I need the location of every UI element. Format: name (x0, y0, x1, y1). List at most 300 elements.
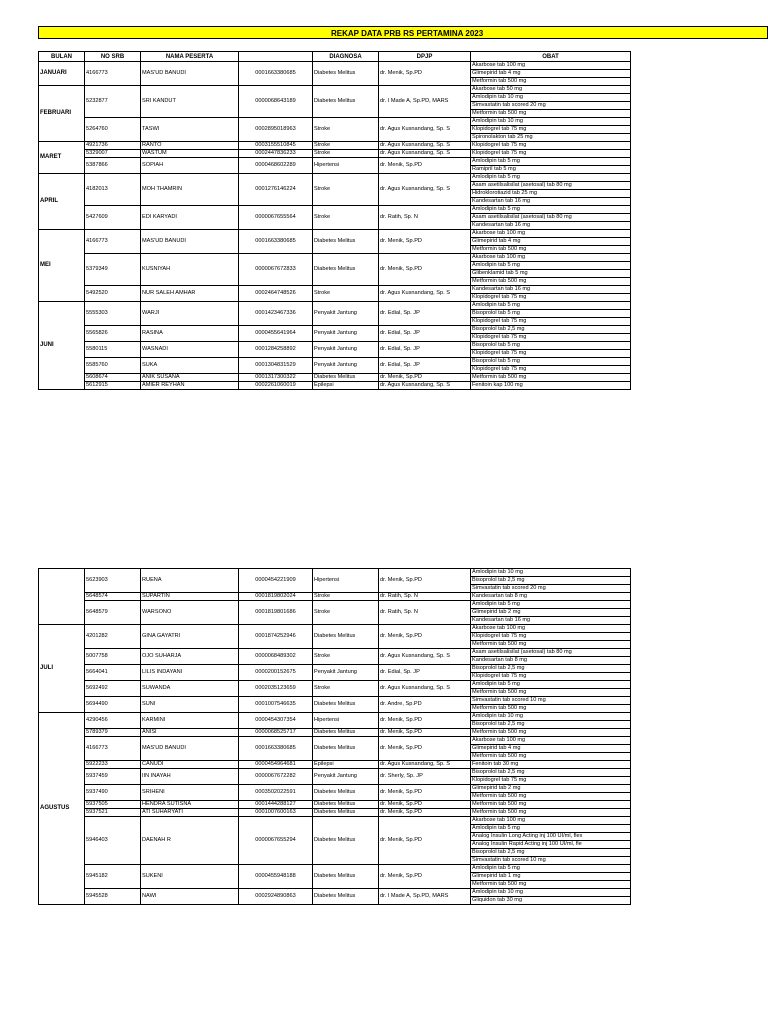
nama-peserta-cell: OJO SUHARJA (141, 649, 239, 665)
dpjp-cell: dr. Ratih, Sp. N (379, 601, 471, 625)
obat-cell: Spironolakton tab 25 mg (471, 134, 631, 142)
table-row (39, 601, 631, 609)
dpjp-cell: dr. Sherly, Sp. JP (379, 769, 471, 785)
no-srb-cell: 5945182 (85, 865, 141, 889)
no-srb-cell: 5648574 (85, 593, 141, 601)
month-cell: JUNI (39, 302, 85, 390)
obat-cell: Akarbose tab 50 mg (471, 86, 631, 94)
obat-cell: Klopidogrel tab 75 mg (471, 633, 631, 641)
diagnosa-cell: Stroke (313, 150, 379, 158)
obat-cell: Metformin tab 500 mg (471, 729, 631, 737)
obat-cell: Klopidogrel tab 75 mg (471, 294, 631, 302)
obat-cell: Amlodipin tab 5 mg (471, 302, 631, 310)
obat-cell: Amlodipin tab 10 mg (471, 94, 631, 102)
nama-peserta-cell: RUENA (141, 569, 239, 593)
col-header-bulan: BULAN (39, 52, 85, 62)
table-row (39, 569, 631, 577)
diagnosa-cell: Diabetes Melitus (313, 254, 379, 286)
nama-peserta-cell: WARSONO (141, 601, 239, 625)
obat-cell: Simvastatin tab scored 10 mg (471, 857, 631, 865)
nomor-peserta-cell: 0000455948188 (239, 865, 313, 889)
obat-cell: Metformin tab 500 mg (471, 374, 631, 382)
nomor-peserta-cell: 0001317300322 (239, 374, 313, 382)
dpjp-cell: dr. Menik, Sp.PD (379, 865, 471, 889)
nomor-peserta-cell: 0000454964681 (239, 761, 313, 769)
obat-cell: Bisoprolol tab 5 mg (471, 310, 631, 318)
obat-cell: Akarbose tab 100 mg (471, 254, 631, 262)
dpjp-cell: dr. Agus Kusnandang, Sp. S (379, 142, 471, 150)
no-srb-cell: 5585760 (85, 358, 141, 374)
diagnosa-cell: Stroke (313, 681, 379, 697)
nama-peserta-cell: SUKA (141, 358, 239, 374)
nama-peserta-cell: WARJI (141, 302, 239, 326)
obat-cell: Simvastatin tab scored 20 mg (471, 102, 631, 110)
obat-cell: Bisoprolol tab 2,5 mg (471, 577, 631, 585)
obat-cell: Amlodipin tab 5 mg (471, 158, 631, 166)
obat-cell: Kandesartan tab 16 mg (471, 617, 631, 625)
no-srb-cell: 4201282 (85, 625, 141, 649)
nama-peserta-cell: MAS'UD BANUDI (141, 62, 239, 86)
obat-cell: Akarbose tab 100 mg (471, 737, 631, 745)
dpjp-cell: dr. Menik, Sp.PD (379, 801, 471, 809)
diagnosa-cell: Diabetes Melitus (313, 801, 379, 809)
month-cell: JANUARI (39, 62, 85, 86)
dpjp-cell: dr. Edial, Sp. JP (379, 665, 471, 681)
diagnosa-cell: Diabetes Melitus (313, 625, 379, 649)
diagnosa-cell: Stroke (313, 286, 379, 302)
obat-cell: Kandesartan tab 16 mg (471, 198, 631, 206)
diagnosa-cell: Stroke (313, 206, 379, 230)
obat-cell: Kandesartan tab 16 mg (471, 286, 631, 294)
table-row (39, 761, 631, 769)
diagnosa-cell: Diabetes Melitus (313, 374, 379, 382)
no-srb-cell: 5922233 (85, 761, 141, 769)
nomor-peserta-cell: 0001423467336 (239, 302, 313, 326)
nomor-peserta-cell: 0002895018963 (239, 118, 313, 142)
nama-peserta-cell: SUKENI (141, 865, 239, 889)
nama-peserta-cell: MAS'UD BANUDI (141, 737, 239, 761)
nama-peserta-cell: RANTO (141, 142, 239, 150)
obat-cell: Bisoprolol tab 2,5 mg (471, 665, 631, 673)
nama-peserta-cell: RASINA (141, 326, 239, 342)
nomor-peserta-cell: 0002035123659 (239, 681, 313, 697)
nama-peserta-cell: MOH THAMRIN (141, 174, 239, 206)
table-row (39, 809, 631, 817)
nama-peserta-cell: NAWI (141, 889, 239, 905)
obat-cell: Klopidogrel tab 75 mg (471, 673, 631, 681)
no-srb-cell: 5694490 (85, 697, 141, 713)
obat-cell: Bisoprolol tab 2,5 mg (471, 326, 631, 334)
nomor-peserta-cell: 0001304831529 (239, 358, 313, 374)
diagnosa-cell: Diabetes Melitus (313, 62, 379, 86)
table-row (39, 801, 631, 809)
no-srb-cell: 5555303 (85, 302, 141, 326)
obat-cell: Kandesartan tab 16 mg (471, 222, 631, 230)
diagnosa-cell: Stroke (313, 601, 379, 625)
nama-peserta-cell: IIN INAYAH (141, 769, 239, 785)
dpjp-cell: dr. Menik, Sp.PD (379, 254, 471, 286)
diagnosa-cell: Diabetes Melitus (313, 817, 379, 865)
nama-peserta-cell: ATI SUHARYATI (141, 809, 239, 817)
table-row (39, 118, 631, 126)
nama-peserta-cell: TASWI (141, 118, 239, 142)
table-row (39, 625, 631, 633)
obat-cell: Metformin tab 500 mg (471, 641, 631, 649)
obat-cell: Fenitoin tab 30 mg (471, 761, 631, 769)
nomor-peserta-cell: 0002261060019 (239, 382, 313, 390)
diagnosa-cell: Stroke (313, 593, 379, 601)
no-srb-cell: 5937459 (85, 769, 141, 785)
obat-cell: Akarbose tab 100 mg (471, 230, 631, 238)
nama-peserta-cell: ANIK SUSANA (141, 374, 239, 382)
obat-cell: Hidroklorotiazid tab 25 mg (471, 190, 631, 198)
obat-cell: Asam asetilsalisilat (asetosal) tab 80 mg (471, 214, 631, 222)
obat-cell: Bisoprolol tab 2,5 mg (471, 721, 631, 729)
nomor-peserta-cell: 0000468602289 (239, 158, 313, 174)
table-row (39, 713, 631, 721)
table-row (39, 769, 631, 777)
obat-cell: Glimepirid tab 4 mg (471, 238, 631, 246)
table-row (39, 593, 631, 601)
nomor-peserta-cell: 0000454221909 (239, 569, 313, 593)
no-srb-cell: 5232877 (85, 86, 141, 118)
diagnosa-cell: Epilepsi (313, 382, 379, 390)
nomor-peserta-cell: 0000067655564 (239, 206, 313, 230)
table-row (39, 358, 631, 366)
no-srb-cell: 5492520 (85, 286, 141, 302)
no-srb-cell: 5623903 (85, 569, 141, 593)
obat-cell: Amlodipin tab 5 mg (471, 601, 631, 609)
nomor-peserta-cell: 0000067672282 (239, 769, 313, 785)
nama-peserta-cell: EDI KARYADI (141, 206, 239, 230)
nama-peserta-cell: HENDRA SUTISNA (141, 801, 239, 809)
table-row (39, 681, 631, 689)
no-srb-cell: 4182013 (85, 174, 141, 206)
nomor-peserta-cell: 0001819801686 (239, 601, 313, 625)
no-srb-cell: 5789379 (85, 729, 141, 737)
nomor-peserta-cell: 0001284258892 (239, 342, 313, 358)
dpjp-cell: dr. Menik, Sp.PD (379, 625, 471, 649)
nama-peserta-cell: DAENAH R (141, 817, 239, 865)
obat-cell: Amlodipin tab 10 mg (471, 118, 631, 126)
obat-cell: Metformin tab 500 mg (471, 246, 631, 254)
table-row (39, 62, 631, 70)
nama-peserta-cell: SUPARTIN (141, 593, 239, 601)
obat-cell: Fenitoin kap 100 mg (471, 382, 631, 390)
nomor-peserta-cell: 0002447836233 (239, 150, 313, 158)
no-srb-cell: 5379349 (85, 254, 141, 286)
dpjp-cell: dr. Menik, Sp.PD (379, 230, 471, 254)
obat-cell: Bisoprolol tab 5 mg (471, 342, 631, 350)
obat-cell: Analog Insulin Long Acting inj 100 UI/ml, flex (471, 833, 631, 841)
diagnosa-cell: Penyakit Jantung (313, 326, 379, 342)
table-row (39, 150, 631, 158)
obat-cell: Amlodipin tab 10 mg (471, 889, 631, 897)
obat-cell: Metformin tab 500 mg (471, 801, 631, 809)
nomor-peserta-cell: 0000455641964 (239, 326, 313, 342)
table-row (39, 86, 631, 94)
obat-cell: Ramipril tab 5 mg (471, 166, 631, 174)
sheet-title: REKAP DATA PRB RS PERTAMINA 2023 (331, 29, 484, 38)
diagnosa-cell: Penyakit Jantung (313, 769, 379, 785)
obat-cell: Glimepirid tab 2 mg (471, 609, 631, 617)
nama-peserta-cell: WASTUM (141, 150, 239, 158)
table-row (39, 230, 631, 238)
dpjp-cell: dr. Agus Kusnandang, Sp. S (379, 649, 471, 665)
month-cell: APRIL (39, 174, 85, 230)
col-header-blank (239, 52, 313, 62)
col-header-nama-peserta: NAMA PESERTA (141, 52, 239, 62)
no-srb-cell: 5937490 (85, 785, 141, 801)
nomor-peserta-cell: 0001276146224 (239, 174, 313, 206)
nama-peserta-cell: NUR SALEH AMHAR (141, 286, 239, 302)
no-srb-cell: 5565826 (85, 326, 141, 342)
no-srb-cell: 5329007 (85, 150, 141, 158)
no-srb-cell: 4290456 (85, 713, 141, 729)
diagnosa-cell: Stroke (313, 142, 379, 150)
table-row (39, 729, 631, 737)
month-cell: FEBRUARI (39, 86, 85, 142)
obat-cell: Metformin tab 500 mg (471, 78, 631, 86)
no-srb-cell: 5664041 (85, 665, 141, 681)
no-srb-cell: 5264760 (85, 118, 141, 142)
obat-cell: Klopidogrel tab 75 mg (471, 334, 631, 342)
nama-peserta-cell: KARMINI (141, 713, 239, 729)
no-srb-cell: 5692492 (85, 681, 141, 697)
obat-cell: Metformin tab 500 mg (471, 705, 631, 713)
obat-cell: Glimepirid tab 4 mg (471, 70, 631, 78)
obat-cell: Analog Insulin Rapid Acting inj 100 UI/ml, fle (471, 841, 631, 849)
dpjp-cell: dr. Ratih, Sp. N (379, 206, 471, 230)
nama-peserta-cell: SRIHENI (141, 785, 239, 801)
table-row (39, 865, 631, 873)
table-row (39, 665, 631, 673)
diagnosa-cell: Hipertensi (313, 569, 379, 593)
nomor-peserta-cell: 0001663380685 (239, 230, 313, 254)
obat-cell: Klopidogrel tab 75 mg (471, 318, 631, 326)
obat-cell: Bisoprolol tab 5 mg (471, 358, 631, 366)
obat-cell: Metformin tab 500 mg (471, 881, 631, 889)
obat-cell: Bisoprolol tab 2,5 mg (471, 769, 631, 777)
no-srb-cell: 5387866 (85, 158, 141, 174)
no-srb-cell: 4166773 (85, 737, 141, 761)
diagnosa-cell: Hipertensi (313, 713, 379, 729)
obat-cell: Akarbose tab 100 mg (471, 62, 631, 70)
no-srb-cell: 5945528 (85, 889, 141, 905)
no-srb-cell: 5612915 (85, 382, 141, 390)
nomor-peserta-cell: 0000200152675 (239, 665, 313, 681)
prb-table-1 (38, 51, 631, 390)
table-row (39, 302, 631, 310)
diagnosa-cell: Diabetes Melitus (313, 230, 379, 254)
month-cell: AGUSTUS (39, 713, 85, 905)
diagnosa-cell: Penyakit Jantung (313, 665, 379, 681)
obat-cell: Glibenklamid tab 5 mg (471, 270, 631, 278)
nomor-peserta-cell: 0001007600163 (239, 809, 313, 817)
diagnosa-cell: Stroke (313, 118, 379, 142)
no-srb-cell: 5937505 (85, 801, 141, 809)
dpjp-cell: dr. Agus Kusnandang, Sp. S (379, 118, 471, 142)
col-header-dpjp: DPJP (379, 52, 471, 62)
no-srb-cell: 5580115 (85, 342, 141, 358)
diagnosa-cell: Diabetes Melitus (313, 697, 379, 713)
no-srb-cell: 4921736 (85, 142, 141, 150)
obat-cell: Akarbose tab 100 mg (471, 625, 631, 633)
dpjp-cell: dr. Agus Kusnandang, Sp. S (379, 681, 471, 697)
obat-cell: Simvastatin tab scored 20 mg (471, 585, 631, 593)
nomor-peserta-cell: 0000068489302 (239, 649, 313, 665)
nomor-peserta-cell: 0000454307354 (239, 713, 313, 729)
dpjp-cell: dr. Menik, Sp.PD (379, 817, 471, 865)
dpjp-cell: dr. Menik, Sp.PD (379, 374, 471, 382)
obat-cell: Klopidogrel tab 75 mg (471, 126, 631, 134)
dpjp-cell: dr. Edial, Sp. JP (379, 358, 471, 374)
obat-cell: Klopidogrel tab 75 mg (471, 366, 631, 374)
table-row (39, 342, 631, 350)
obat-cell: Amlodipin tab 5 mg (471, 206, 631, 214)
dpjp-cell: dr. Menik, Sp.PD (379, 569, 471, 593)
diagnosa-cell: Diabetes Melitus (313, 809, 379, 817)
table-row (39, 286, 631, 294)
dpjp-cell: dr. Menik, Sp.PD (379, 809, 471, 817)
obat-cell: Amlodipin tab 5 mg (471, 262, 631, 270)
obat-cell: Amlodipin tab 5 mg (471, 174, 631, 182)
diagnosa-cell: Hipertensi (313, 158, 379, 174)
dpjp-cell: dr. Agus Kusnandang, Sp. S (379, 150, 471, 158)
no-srb-cell: 5946403 (85, 817, 141, 865)
diagnosa-cell: Penyakit Jantung (313, 302, 379, 326)
nama-peserta-cell: AMIER REYHAN (141, 382, 239, 390)
no-srb-cell: 5937521 (85, 809, 141, 817)
nomor-peserta-cell: 0003502022591 (239, 785, 313, 801)
month-cell: MEI (39, 230, 85, 302)
dpjp-cell: dr. Menik, Sp.PD (379, 785, 471, 801)
month-cell: JULI (39, 625, 85, 713)
dpjp-cell: dr. Edial, Sp. JP (379, 302, 471, 326)
dpjp-cell: dr. Agus Kusnandang, Sp. S (379, 761, 471, 769)
dpjp-cell: dr. Menik, Sp.PD (379, 737, 471, 761)
table-row (39, 142, 631, 150)
table-row (39, 649, 631, 657)
nomor-peserta-cell: 0002924890863 (239, 889, 313, 905)
nomor-peserta-cell: 0001663380685 (239, 62, 313, 86)
obat-cell: Glimepirid tab 4 mg (471, 745, 631, 753)
obat-cell: Simvastatin tab scored 10 mg (471, 697, 631, 705)
nama-peserta-cell: KUSNIYAH (141, 254, 239, 286)
nomor-peserta-cell: 0001819802024 (239, 593, 313, 601)
obat-cell: Metformin tab 500 mg (471, 278, 631, 286)
nomor-peserta-cell: 0001663380685 (239, 737, 313, 761)
table-row (39, 254, 631, 262)
dpjp-cell: dr. Menik, Sp.PD (379, 713, 471, 729)
nama-peserta-cell: MAS'UD BANUDI (141, 230, 239, 254)
diagnosa-cell: Stroke (313, 174, 379, 206)
obat-cell: Klopidogrel tab 75 mg (471, 777, 631, 785)
obat-cell: Amlodipin tab 10 mg (471, 713, 631, 721)
obat-cell: Metformin tab 500 mg (471, 793, 631, 801)
obat-cell: Bisoprolol tab 2,5 mg (471, 849, 631, 857)
header-row (39, 52, 631, 62)
obat-cell: Akarbose tab 100 mg (471, 817, 631, 825)
nomor-peserta-cell: 0000068525717 (239, 729, 313, 737)
obat-cell: Asam asetilsalisilat (asetosal) tab 80 mg (471, 182, 631, 190)
obat-cell: Klopidogrel tab 75 mg (471, 150, 631, 158)
dpjp-cell: dr. I Made A, Sp.PD, MARS (379, 86, 471, 118)
nama-peserta-cell: CANUDI (141, 761, 239, 769)
nama-peserta-cell: ANISI (141, 729, 239, 737)
nomor-peserta-cell: 0001444288127 (239, 801, 313, 809)
obat-cell: Klopidogrel tab 75 mg (471, 142, 631, 150)
nama-peserta-cell: WASNADI (141, 342, 239, 358)
dpjp-cell: dr. I Made A, Sp.PD, MARS (379, 889, 471, 905)
nama-peserta-cell: GINA GAYATRI (141, 625, 239, 649)
obat-cell: Amlodipin tab 5 mg (471, 825, 631, 833)
obat-cell: Kandesartan tab 8 mg (471, 657, 631, 665)
dpjp-cell: dr. Agus Kusnandang, Sp. S (379, 174, 471, 206)
diagnosa-cell: Epilepsi (313, 761, 379, 769)
obat-cell: Kandesartan tab 8 mg (471, 593, 631, 601)
obat-cell: Amlodipin tab 10 mg (471, 569, 631, 577)
col-header-diagnosa: DIAGNOSA (313, 52, 379, 62)
dpjp-cell: dr. Agus Kusnandang, Sp. S (379, 286, 471, 302)
obat-cell: Amlodipin tab 5 mg (471, 681, 631, 689)
obat-cell: Metformin tab 500 mg (471, 689, 631, 697)
no-srb-cell: 5608674 (85, 374, 141, 382)
dpjp-cell: dr. Menik, Sp.PD (379, 729, 471, 737)
no-srb-cell: 5648579 (85, 601, 141, 625)
diagnosa-cell: Diabetes Melitus (313, 785, 379, 801)
dpjp-cell: dr. Menik, Sp.PD (379, 158, 471, 174)
nama-peserta-cell: LILIS INDAYANI (141, 665, 239, 681)
month-cell (39, 569, 85, 625)
nomor-peserta-cell: 0002464748526 (239, 286, 313, 302)
dpjp-cell: dr. Menik, Sp.PD (379, 62, 471, 86)
diagnosa-cell: Diabetes Melitus (313, 729, 379, 737)
no-srb-cell: 4166773 (85, 230, 141, 254)
nomor-peserta-cell: 0001874252946 (239, 625, 313, 649)
table-row (39, 374, 631, 382)
table-row (39, 785, 631, 793)
obat-cell: Metformin tab 500 mg (471, 110, 631, 118)
nomor-peserta-cell: 0001007546635 (239, 697, 313, 713)
obat-cell: Metformin tab 500 mg (471, 809, 631, 817)
table-row (39, 206, 631, 214)
nomor-peserta-cell: 0000068643189 (239, 86, 313, 118)
obat-cell: Glimepirid tab 1 mg (471, 873, 631, 881)
diagnosa-cell: Diabetes Melitus (313, 865, 379, 889)
diagnosa-cell: Stroke (313, 649, 379, 665)
dpjp-cell: dr. Ratih, Sp. N (379, 593, 471, 601)
no-srb-cell: 5427609 (85, 206, 141, 230)
table-row (39, 697, 631, 705)
diagnosa-cell: Penyakit Jantung (313, 342, 379, 358)
prb-table-2 (38, 568, 631, 905)
nomor-peserta-cell: 0000067672833 (239, 254, 313, 286)
col-header-obat: OBAT (471, 52, 631, 62)
obat-cell: Klopidogrel tab 75 mg (471, 350, 631, 358)
nomor-peserta-cell: 0003155510845 (239, 142, 313, 150)
obat-cell: Asam asetilsalisilat (asetosal) tab 80 mg (471, 649, 631, 657)
table-row (39, 158, 631, 166)
diagnosa-cell: Diabetes Melitus (313, 86, 379, 118)
no-srb-cell: 4166773 (85, 62, 141, 86)
nama-peserta-cell: SOPIAH (141, 158, 239, 174)
obat-cell: Metformin tab 500 mg (471, 753, 631, 761)
sheet-title-bar (38, 26, 768, 39)
table-row (39, 817, 631, 825)
nama-peserta-cell: SUWANDA (141, 681, 239, 697)
diagnosa-cell: Penyakit Jantung (313, 358, 379, 374)
